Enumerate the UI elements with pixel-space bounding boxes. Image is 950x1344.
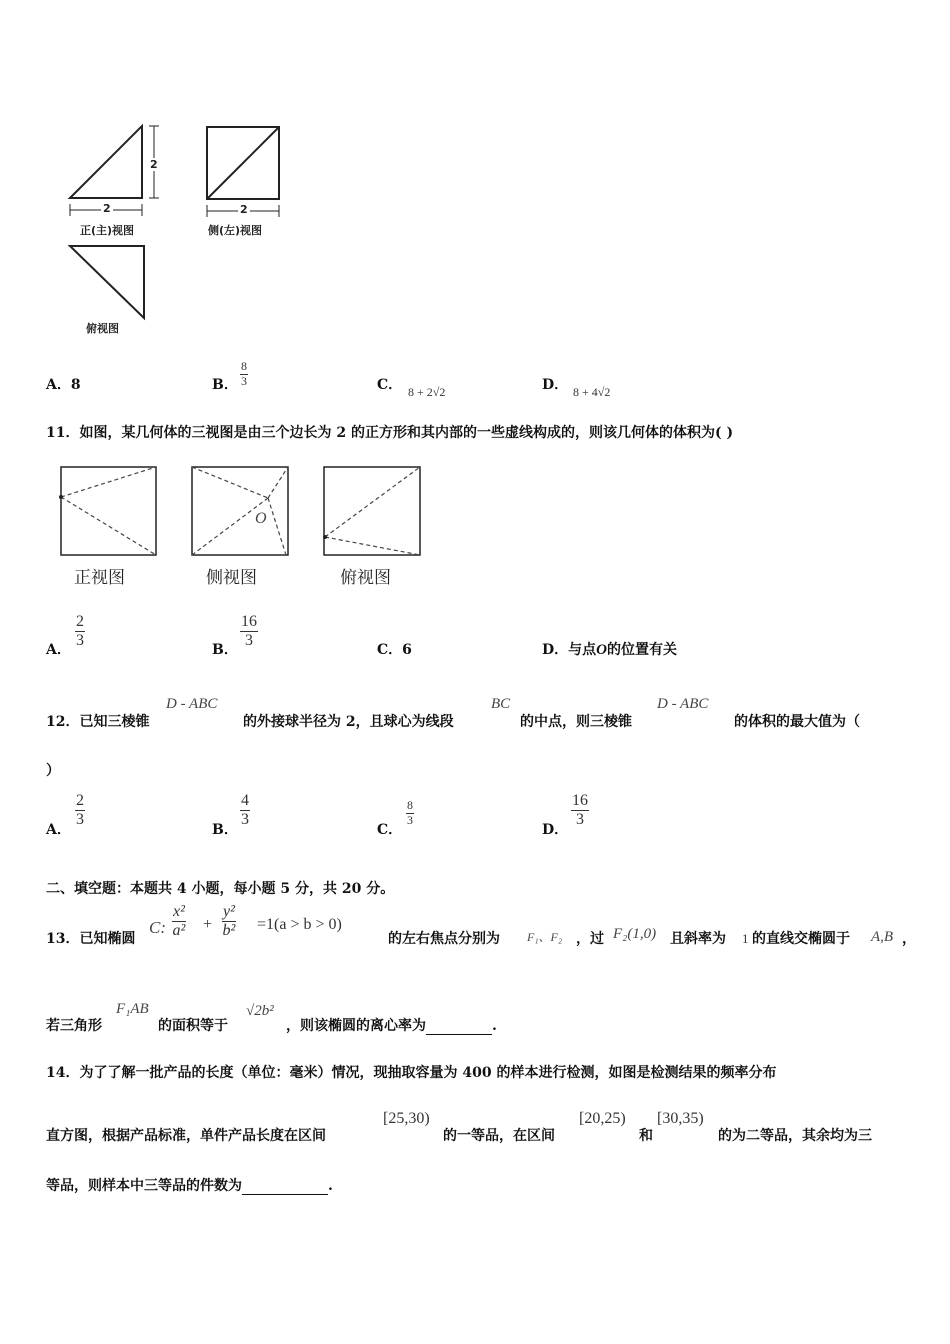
q11-option-b-fraction: $\frac{16}{3}$ <box>241 613 257 650</box>
q11-side-view-figure <box>186 460 296 565</box>
q13-slope: 1 <box>742 931 749 946</box>
q12-option-d-fraction: $\frac{16}{3}$ <box>572 792 588 829</box>
side-width-dim-label: 2 <box>240 203 248 216</box>
q12-math-d-abc-2: D - ABC <box>657 696 709 712</box>
q13-fraction-y2-b2: $\frac{\text{y²}}{\text{b²}}$ <box>222 903 236 940</box>
q11-option-a-letter[interactable]: A． <box>46 642 71 658</box>
q13-equation-rhs: =1(a > b > 0) <box>257 916 342 933</box>
section-2-title: 二、填空题：本题共 4 小题，每小题 5 分，共 20 分。 <box>46 881 395 897</box>
q10-option-b-fraction: $\frac{8}{3}$ <box>241 359 247 388</box>
q13-text8: 的面积等于 <box>158 1018 228 1034</box>
q11-option-b-letter[interactable]: B． <box>212 642 238 658</box>
q12-text5: ） <box>46 763 60 779</box>
q14-line2d: 的为二等品，其余均为三 <box>718 1128 872 1144</box>
q14-line2a: 直方图，根据产品标准，单件产品长度在区间 <box>46 1128 326 1144</box>
q13-ellipse-c: C: <box>149 918 166 937</box>
q11-front-view-figure <box>55 460 165 565</box>
height-dim-label: 2 <box>150 158 158 171</box>
q12-option-c-letter[interactable]: C． <box>377 822 403 838</box>
q12-math-bc: BC <box>491 696 511 712</box>
q13-text2: 的左右焦点分别为 <box>388 931 500 947</box>
q13-f2-point: F₂(1,0) <box>613 926 657 942</box>
q11-option-a-fraction: $\frac{2}{3}$ <box>76 613 84 650</box>
q11-top-view-caption: 俯视图 <box>340 568 391 588</box>
q14-line1: 14．为了了解一批产品的长度（单位：毫米）情况，现抽取容量为 400 的样本进行检测，如图是检测结果的频率分布 <box>46 1065 777 1081</box>
q10-option-a[interactable]: A．8 <box>46 377 81 393</box>
q12-option-a-letter[interactable]: A． <box>46 822 71 838</box>
q11-front-view-caption: 正视图 <box>74 568 125 588</box>
q10-option-d-letter[interactable]: D． <box>542 377 569 393</box>
q14-interval-3: [30,35) <box>657 1110 704 1127</box>
front-width-dim-label: 2 <box>103 202 111 215</box>
q13-text7: 若三角形 <box>46 1018 102 1034</box>
q14-line3: 等品，则样本中三等品的件数为 . <box>46 1178 333 1194</box>
q14-answer-blank[interactable] <box>242 1178 328 1195</box>
q13-triangle: F₁AB <box>116 1001 149 1017</box>
q14-line2b: 的一等品，在区间 <box>443 1128 555 1144</box>
q12-text2: 的外接球半径为 2，且球心为线段 <box>243 714 454 730</box>
q13-text3: ，过 <box>576 931 604 947</box>
q14-interval-1: [25,30) <box>383 1110 430 1127</box>
q11-side-view-caption: 侧视图 <box>206 568 257 588</box>
q12-number-and-text1: 12．已知三棱锥 <box>46 714 150 730</box>
q11-option-d[interactable]: D．与点O的位置有关 <box>542 642 677 658</box>
q13-foci: F₁、F₂ <box>527 930 563 944</box>
top-view-caption: 俯视图 <box>86 322 119 335</box>
q12-option-b-letter[interactable]: B． <box>212 822 238 838</box>
q11-option-c[interactable]: C．6 <box>377 642 412 658</box>
q10-top-view-figure <box>60 240 160 330</box>
q13-points-ab: A,B <box>871 929 894 945</box>
q12-text3: 的中点，则三棱锥 <box>520 714 632 730</box>
q12-option-b-fraction: $\frac{4}{3}$ <box>241 792 249 829</box>
side-view-caption: 侧(左)视图 <box>208 224 263 237</box>
q10-option-d-value: 8 + 4√2 <box>573 385 611 399</box>
q13-area: √2b² <box>246 1003 274 1019</box>
top-view-triangle <box>70 246 144 318</box>
q13-plus: + <box>203 916 213 933</box>
q12-math-d-abc-1: D - ABC <box>166 696 218 712</box>
q12-text4: 的体积的最大值为（ <box>734 714 860 730</box>
q10-option-b-letter[interactable]: B． <box>212 377 238 393</box>
q12-option-a-fraction: $\frac{2}{3}$ <box>76 792 84 829</box>
q13-fraction-x2-a2: $\frac{\text{x²}}{\text{a²}}$ <box>172 903 186 940</box>
side-view-diagonal <box>207 127 279 199</box>
q11-top-view-figure <box>318 460 428 565</box>
q14-line2c: 和 <box>639 1128 653 1144</box>
q13-answer-blank[interactable] <box>426 1018 492 1035</box>
q13-number-and-text1: 13．已知椭圆 <box>46 931 136 947</box>
front-view-caption: 正(主)视图 <box>80 224 135 237</box>
q13-text4: 且斜率为 <box>670 931 726 947</box>
q13-text5: 的直线交椭圆于 <box>752 931 850 947</box>
q13-text6: ， <box>902 931 916 947</box>
q11-point-o-label: O <box>255 510 267 527</box>
q10-option-c-letter[interactable]: C． <box>377 377 403 393</box>
q14-interval-2: [20,25) <box>579 1110 626 1127</box>
q10-option-c-value: 8 + 2√2 <box>408 385 446 399</box>
q13-text9-with-blank: ，则该椭圆的离心率为 . <box>286 1018 497 1034</box>
q12-option-c-fraction: $\frac{8}{3}$ <box>407 798 413 827</box>
q11-stem: 11．如图，某几何体的三视图是由三个边长为 2 的正方形和其内部的一些虚线构成的，则该几何体的体积为( ) <box>46 425 734 441</box>
q12-option-d-letter[interactable]: D． <box>542 822 569 838</box>
front-view-triangle <box>70 126 142 198</box>
